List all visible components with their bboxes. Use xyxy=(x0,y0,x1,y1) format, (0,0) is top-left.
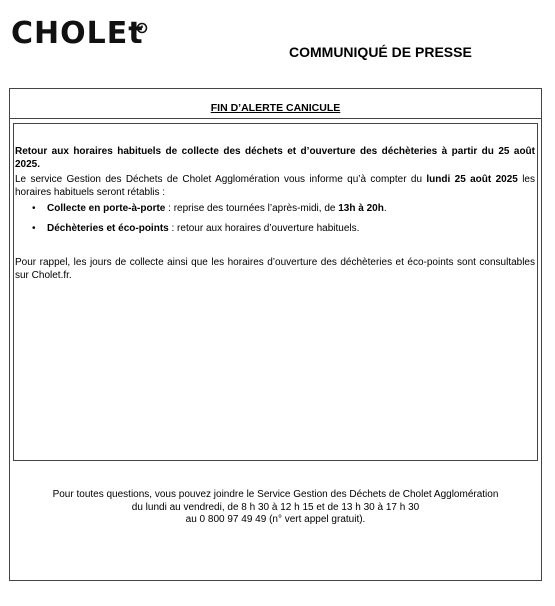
bullet-icon: • xyxy=(32,203,36,214)
footer-line: au 0 800 97 49 49 (n° vert appel gratuit). xyxy=(185,514,366,525)
logo-spiral-icon xyxy=(136,22,148,34)
reminder-paragraph: Pour rappel, les jours de collecte ainsi que les horaires d’ouverture des déchèteries et éco-points sont consultables sur Cholet.fr. xyxy=(15,257,535,281)
bullet-hours: 13h à 20h xyxy=(338,203,384,214)
bullet-end: . xyxy=(383,203,387,214)
document-body xyxy=(15,146,535,282)
bullet-text: : reprise des tournées l’après-midi, de xyxy=(165,203,339,214)
bullet-list xyxy=(15,203,535,235)
document-title: FIN D’ALERTE CANICULE xyxy=(210,102,341,114)
bullet-icon: • xyxy=(32,222,36,234)
logo-text: CHOLEt xyxy=(11,16,144,51)
title-row xyxy=(10,89,541,119)
bullet-text: : retour aux horaires d’ouverture habituels. xyxy=(168,222,360,234)
intro-text: Le service Gestion des Déchets de Cholet Agglomération vous informe qu’à compter du xyxy=(15,174,427,185)
intro-date: lundi 25 août 2025 xyxy=(426,174,518,185)
footer-line: du lundi au vendredi, de 8 h 30 à 12 h 15 et de 13 h 30 à 17 h 30 xyxy=(131,501,420,513)
list-item xyxy=(32,203,535,216)
bullet-title: Déchèteries et éco-points xyxy=(47,222,169,234)
headline: Retour aux horaires habituels de collecte des déchets et d’ouverture des déchèteries à partir du 25 août 2025. xyxy=(15,146,535,170)
intro-paragraph xyxy=(15,174,535,199)
footer-line: Pour toutes questions, vous pouvez joindre le Service Gestion des Déchets de Cholet Agglomération xyxy=(52,489,499,500)
press-release-label: COMMUNIQUÉ DE PRESSE xyxy=(289,44,472,60)
list-item xyxy=(32,222,535,236)
contact-footer xyxy=(10,489,541,527)
intro-text-end: les horaires habituels seront rétablis : xyxy=(15,174,535,198)
document-frame xyxy=(9,88,542,581)
bullet-title: Collecte en porte-à-porte xyxy=(47,203,166,214)
